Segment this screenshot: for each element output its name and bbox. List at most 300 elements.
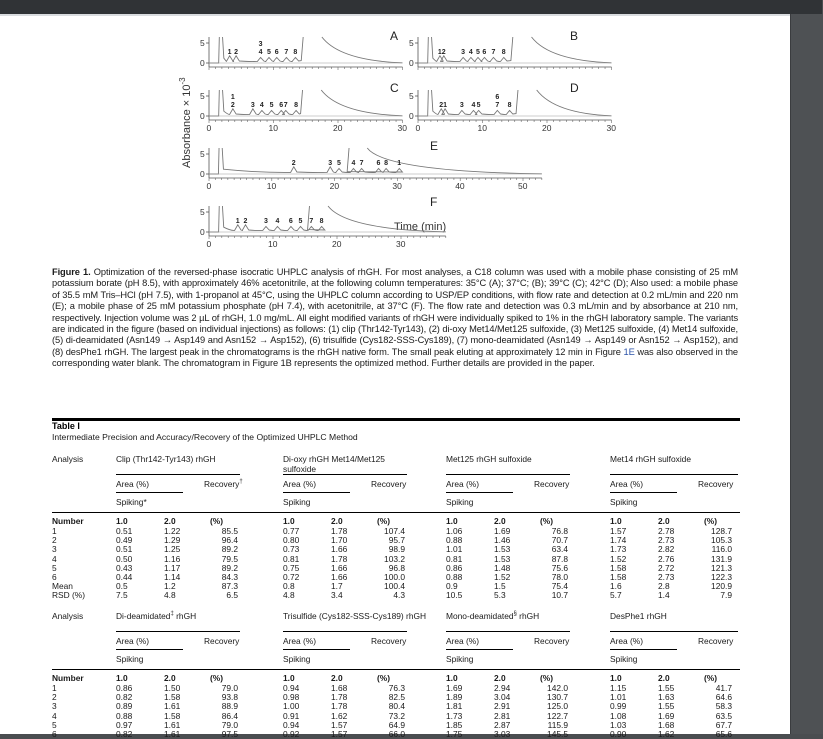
x-tick-label: 10 — [477, 123, 487, 133]
y-axis-label: Absorbance × $10^{-3}$ — [178, 77, 193, 168]
panel-letter: A — [390, 29, 399, 43]
area-rule — [283, 649, 350, 650]
peak-label: 1 — [397, 159, 402, 167]
cell-area-2: 1.55 — [658, 701, 675, 712]
spiking-label: Spiking* — [116, 497, 147, 507]
x-tick-label: 0 — [206, 181, 212, 191]
peak-label: 6 — [482, 48, 487, 56]
cell-area-1: 1.73 — [446, 710, 463, 721]
cell-recovery: 7.9 — [720, 590, 732, 601]
cell-recovery: 115.9 — [547, 719, 568, 730]
peak-label: 4 — [275, 217, 280, 225]
cell-area-1: 0.82 — [116, 692, 133, 703]
cell-area-2: 2.81 — [494, 710, 511, 721]
peak-label: 4 — [259, 101, 264, 109]
cell-recovery: 58.3 — [715, 701, 732, 712]
area-label: Area (%) — [116, 479, 150, 489]
group-rule — [610, 474, 738, 475]
cell-area-1: 0.86 — [116, 683, 133, 693]
spiking-label: Spiking — [283, 497, 311, 507]
area-rule — [116, 649, 183, 650]
y-tick-label: 5 — [200, 38, 205, 48]
x-tick-label: 30 — [392, 181, 402, 191]
y-tick-label: 0 — [200, 58, 205, 68]
col-header-2: 2.0 — [331, 673, 343, 683]
cell-recovery: 66.0 — [388, 729, 405, 739]
cell-recovery: 65.6 — [715, 729, 732, 739]
chromatogram-trace — [209, 37, 403, 63]
area-label: Area (%) — [283, 636, 317, 646]
cell-area-2: 1.25 — [164, 544, 181, 555]
cell-recovery: 98.9 — [388, 544, 405, 555]
cell-recovery: 95.7 — [388, 535, 405, 546]
cell-area-1: 0.86 — [446, 562, 463, 573]
panel-a — [200, 29, 403, 70]
recovery-label: Recovery — [534, 479, 570, 489]
cell-area-2: 2.94 — [494, 683, 511, 693]
cell-area-1: 0.51 — [116, 526, 133, 536]
peak-label: 8 — [384, 159, 389, 167]
cell-area-1: 0.82 — [116, 729, 133, 739]
row-label: 6 — [52, 729, 57, 739]
cell-area-1: 4.8 — [283, 590, 295, 601]
col-header-1: 1.0 — [116, 516, 128, 526]
cell-area-2: 1.4 — [658, 590, 670, 601]
x-tick-label: 10 — [266, 181, 277, 191]
peak-label: 5 — [475, 48, 480, 56]
peak-label: 3 — [250, 101, 255, 109]
y-tick-label: 5 — [409, 91, 414, 101]
cell-area-1: 1.01 — [446, 544, 463, 555]
cell-area-2: 1.7 — [331, 581, 343, 592]
group-name: Di-oxy rhGH Met14/Met125 — [283, 454, 385, 464]
cell-area-2: 1.69 — [658, 710, 675, 721]
col-header-2: 2.0 — [494, 673, 506, 683]
cell-area-1: 0.98 — [283, 692, 300, 703]
chromatogram-trace — [209, 90, 403, 116]
header-rule — [52, 669, 740, 670]
cell-area-1: 1.15 — [610, 683, 627, 693]
col-header-1: 1.0 — [283, 516, 295, 526]
cell-area-1: 0.73 — [283, 544, 300, 555]
peak-label: 7 — [495, 101, 500, 109]
col-header-1: 1.0 — [610, 673, 622, 683]
cell-recovery: 130.7 — [547, 692, 568, 703]
cell-area-2: 1.57 — [331, 729, 348, 739]
peak-label: 5 — [269, 101, 274, 109]
row-label: 6 — [52, 572, 57, 582]
cell-area-2: 2.78 — [658, 526, 675, 536]
cell-area-1: 1.00 — [283, 701, 300, 712]
cell-area-2: 1.55 — [658, 683, 675, 693]
cell-area-2: 1.78 — [331, 692, 348, 703]
cell-area-2: 1.66 — [331, 544, 348, 555]
cell-recovery: 84.3 — [221, 572, 238, 582]
panel-letter: C — [390, 81, 399, 95]
cell-area-2: 1.5 — [494, 581, 506, 592]
cell-area-2: 1.61 — [164, 729, 181, 739]
cell-area-1: 0.80 — [283, 535, 300, 546]
analysis-label: Analysis — [52, 454, 84, 464]
cell-area-1: 0.94 — [283, 683, 300, 693]
cell-area-1: 0.88 — [446, 535, 463, 546]
cell-area-1: 1.6 — [610, 581, 622, 592]
area-label: Area (%) — [610, 479, 644, 489]
y-tick-label: 5 — [409, 38, 414, 48]
col-header-2: 2.0 — [331, 516, 343, 526]
area-rule — [283, 492, 350, 493]
cell-area-1: 7.5 — [116, 590, 128, 601]
cell-recovery: 87.3 — [221, 581, 238, 592]
cell-recovery: 79.5 — [221, 553, 238, 564]
cell-area-1: 0.8 — [283, 581, 295, 592]
recovery-label: Recovery — [371, 636, 407, 646]
cell-area-1: 0.43 — [116, 562, 133, 573]
cell-recovery: 10.7 — [551, 590, 568, 601]
cell-area-1: 0.94 — [283, 719, 300, 730]
peak-label: 2 — [230, 101, 235, 109]
cell-area-2: 1.61 — [164, 719, 181, 730]
y-tick-label: 0 — [200, 111, 205, 121]
cell-area-1: 0.9 — [446, 581, 458, 592]
panel-c — [200, 81, 407, 133]
table-title: Table I — [52, 421, 80, 431]
cell-recovery: 63.5 — [715, 710, 732, 721]
peak-label: 5 — [336, 159, 341, 167]
cell-recovery: 73.2 — [388, 710, 405, 721]
area-label: Area (%) — [446, 636, 480, 646]
panel-e — [200, 139, 542, 191]
cell-area-1: 0.44 — [116, 572, 133, 582]
cell-area-1: 0.97 — [116, 719, 133, 730]
cell-area-1: 1.89 — [446, 692, 463, 703]
y-tick-label: 0 — [409, 111, 414, 121]
peak-label: 1 — [437, 48, 442, 56]
cell-recovery: 80.4 — [388, 701, 405, 712]
panel-letter: F — [430, 195, 438, 209]
group-rule — [283, 631, 407, 632]
cell-area-2: 3.03 — [494, 729, 511, 739]
peak-label: 6 — [279, 101, 284, 109]
cell-recovery: 79.0 — [221, 683, 238, 693]
group-name: Clip (Thr142-Tyr143) rhGH — [116, 454, 216, 464]
cell-recovery: 100.4 — [384, 581, 405, 592]
spiking-label: Spiking — [446, 654, 474, 664]
panel-b — [409, 29, 612, 70]
cell-area-1: 0.72 — [283, 572, 300, 582]
cell-area-2: 4.8 — [164, 590, 176, 601]
cell-recovery: 63.4 — [551, 544, 568, 555]
col-header-pct: (%) — [210, 673, 224, 683]
area-rule — [116, 492, 183, 493]
cell-area-2: 1.2 — [164, 581, 176, 592]
cell-area-2: 1.50 — [164, 683, 181, 693]
group-name: DesPhe1 rhGH — [610, 611, 667, 621]
cell-area-1: 10.5 — [446, 590, 463, 601]
cell-recovery: 75.4 — [551, 581, 568, 592]
cell-area-2: 1.61 — [164, 701, 181, 712]
cell-area-1: 0.49 — [116, 535, 133, 546]
col-header-2: 2.0 — [164, 673, 176, 683]
col-header-pct: (%) — [704, 516, 718, 526]
peak-label: 6 — [376, 159, 381, 167]
header-rule — [52, 512, 740, 513]
group-rule — [283, 474, 407, 475]
cell-area-2: 3.04 — [494, 692, 511, 703]
peak-label: 2 — [439, 101, 444, 109]
y-tick-label: 5 — [200, 149, 205, 159]
cell-area-2: 1.46 — [494, 535, 511, 546]
cell-area-1: 0.91 — [283, 710, 300, 721]
cell-recovery: 79.0 — [221, 719, 238, 730]
spiking-label: Spiking — [446, 497, 474, 507]
peak-label: 8 — [293, 48, 298, 56]
col-header-pct: (%) — [377, 516, 391, 526]
recovery-label: Recovery — [698, 636, 734, 646]
cell-recovery: 75.6 — [551, 562, 568, 573]
peak-label: 6 — [274, 48, 279, 56]
x-tick-label: 20 — [542, 123, 552, 133]
peak-label: 8 — [319, 217, 324, 225]
cell-area-1: 1.58 — [610, 562, 627, 573]
cell-recovery: 64.9 — [388, 719, 405, 730]
cell-area-2: 1.58 — [164, 710, 181, 721]
group-name: Met14 rhGH sulfoxide — [610, 454, 691, 464]
area-rule — [446, 492, 513, 493]
group-name: Mono-deamidated§ rhGH — [446, 611, 540, 621]
cell-recovery: 105.3 — [711, 535, 732, 546]
col-header-1: 1.0 — [446, 516, 458, 526]
cell-area-1: 0.81 — [446, 553, 463, 564]
cell-recovery: 125.0 — [547, 701, 568, 712]
cell-area-2: 1.68 — [331, 683, 348, 693]
row-label: 5 — [52, 562, 57, 573]
peak-label: 5 — [266, 48, 271, 56]
number-label: Number — [52, 516, 84, 526]
cell-area-1: 1.69 — [446, 683, 463, 693]
col-header-1: 1.0 — [116, 673, 128, 683]
cell-recovery: 67.7 — [715, 719, 732, 730]
peak-label: 8 — [294, 101, 298, 109]
cell-area-1: 0.99 — [610, 701, 627, 712]
cell-area-2: 2.82 — [658, 544, 675, 555]
cell-area-1: 0.89 — [116, 701, 133, 712]
peak-label: 1 — [443, 101, 447, 109]
viewer-scrollbar[interactable] — [790, 14, 823, 734]
cell-area-1: 1.85 — [446, 719, 463, 730]
cell-area-2: 1.66 — [331, 562, 348, 573]
x-tick-label: 30 — [606, 123, 616, 133]
cell-area-2: 1.63 — [658, 692, 675, 703]
cell-area-2: 1.52 — [494, 572, 511, 582]
cell-recovery: 76.8 — [551, 526, 568, 536]
cell-area-2: 2.8 — [658, 581, 670, 592]
peak-label: 8 — [501, 48, 506, 56]
group-name: Di-deamidated‡ rhGH — [116, 611, 197, 621]
cell-recovery: 87.8 — [551, 553, 568, 564]
row-label: 3 — [52, 544, 57, 555]
x-tick-label: 20 — [332, 239, 342, 249]
cell-area-2: 2.73 — [658, 572, 675, 582]
col-header-2: 2.0 — [658, 673, 670, 683]
x-tick-label: 0 — [206, 239, 212, 249]
x-tick-label: 0 — [415, 123, 421, 133]
x-tick-label: 20 — [329, 181, 340, 191]
cell-area-1: 0.88 — [446, 572, 463, 582]
recovery-label: Recovery — [534, 636, 570, 646]
cell-recovery: 97.5 — [221, 729, 238, 739]
row-label: 1 — [52, 526, 57, 536]
cell-area-2: 1.48 — [494, 562, 511, 573]
cell-area-2: 1.53 — [494, 553, 511, 564]
peak-label: 7 — [491, 48, 496, 56]
row-label: 3 — [52, 701, 57, 712]
peak-label: 4 — [471, 101, 476, 109]
peak-label: 7 — [283, 101, 288, 109]
x-tick-label: 30 — [397, 123, 407, 133]
col-header-pct: (%) — [540, 673, 554, 683]
group-rule — [610, 631, 738, 632]
cell-recovery: 6.5 — [226, 590, 238, 601]
cell-area-2: 1.17 — [164, 562, 181, 573]
cell-recovery: 64.6 — [715, 692, 732, 703]
cell-recovery: 85.5 — [221, 526, 238, 536]
col-header-pct: (%) — [540, 516, 554, 526]
cell-recovery: 122.7 — [547, 710, 568, 721]
col-header-1: 1.0 — [283, 673, 295, 683]
area-label: Area (%) — [283, 479, 317, 489]
y-tick-label: 0 — [409, 58, 414, 68]
col-header-2: 2.0 — [494, 516, 506, 526]
figure-caption: Figure 1. Optimization of the reversed-phase isocratic UHPLC analysis of rhGH. For most analyses, a C18 column was used with a mobile phase consisting of 25 mM potassium borate (pH 8.5), with approximately 46% acetonitrile, at the following column temperatures: 35°C (A); 37°C; (B); 39°C (C); 42°C (D); Also used: a mobile phase of 35.5 mM Tris–HCl (pH 7.5), with 1-propanol at 45°C, using the UHPLC column according to USP/EP conditions, with flow rate and detection at 0.2 mL/min and 220 nm (E); a mobile phase of 25 mM potassium phosphate (pH 7.4), with acetonitrile, at 37°C (F). The flow rate and detection was 0.3 mL/min and by absorbance at 210 nm, respectively. Injection volume was 2 µL of rhGH, 1.0 mg/mL. All eight modified variants of rhGH were individually spiked to 1% in the rhGH laboratory sample. The variants are indicated in the figure (based on individual injections) as follows: (1) clip (Thr142-Tyr143), (2) di-oxy Met14/Met125 sulfoxide, (3) Met125 sulfoxide, (4) Met14 sulfoxide, (5) di-deamidated (Asn149 → Asp149 and Asn152 → Asp152), (6) trisulfide (Cys182-SSS-Cys189), (7) mono-deamidated (Asn149 → Asp149 or Asn152 → Asp152), and (8) desPhe1 rhGH. The largest peak in the chromatograms is the rhGH native form. The small peak eluting at approximately 12 min in Figure 1E was also observed in the corresponding water blank. The chromatogram in Figure 1B represents the optimized method. Further details are provided in the paper. — [52, 267, 738, 369]
cell-recovery: 122.3 — [711, 572, 732, 582]
cell-area-2: 1.57 — [331, 719, 348, 730]
cell-area-1: 1.75 — [446, 729, 463, 739]
cell-area-2: 1.14 — [164, 572, 181, 582]
cell-recovery: 88.9 — [221, 701, 238, 712]
area-label: Area (%) — [116, 636, 150, 646]
cell-recovery: 86.4 — [221, 710, 238, 721]
cell-area-1: 1.58 — [610, 572, 627, 582]
cell-area-2: 1.22 — [164, 526, 181, 536]
peak-label: 2 — [243, 217, 248, 225]
col-header-2: 2.0 — [658, 516, 670, 526]
cell-area-2: 1.78 — [331, 526, 348, 536]
recovery-label: Recovery — [698, 479, 734, 489]
recovery-label: Recovery — [204, 636, 240, 646]
row-label: 2 — [52, 535, 57, 546]
cell-area-2: 1.58 — [164, 692, 181, 703]
cell-recovery: 78.0 — [551, 572, 568, 582]
col-header-pct: (%) — [377, 673, 391, 683]
row-label: 2 — [52, 692, 57, 703]
cell-area-1: 0.92 — [283, 729, 300, 739]
cell-area-1: 1.57 — [610, 526, 627, 536]
cell-recovery: 70.7 — [551, 535, 568, 546]
panel-d — [409, 81, 616, 133]
peak-label: 6 — [495, 93, 500, 101]
number-label: Number — [52, 673, 84, 683]
cell-area-1: 1.81 — [446, 701, 463, 712]
table-subtitle: Intermediate Precision and Accuracy/Recovery of the Optimized UHPLC Method — [52, 432, 358, 442]
spiking-label: Spiking — [116, 654, 144, 664]
cell-area-2: 1.16 — [164, 553, 181, 564]
col-header-2: 2.0 — [164, 516, 176, 526]
cell-recovery: 142.0 — [547, 683, 568, 693]
cell-area-1: 1.06 — [446, 526, 463, 536]
col-header-1: 1.0 — [446, 673, 458, 683]
panel-letter: E — [430, 139, 439, 153]
x-tick-label: 40 — [455, 181, 465, 191]
area-label: Area (%) — [610, 636, 644, 646]
row-label: 5 — [52, 719, 57, 730]
row-label: 4 — [52, 553, 57, 564]
cell-area-1: 0.81 — [283, 553, 300, 564]
cell-recovery: 131.9 — [711, 553, 732, 564]
spiking-label: Spiking — [610, 497, 638, 507]
table-top-rule — [52, 418, 740, 421]
y-tick-label: 0 — [200, 169, 205, 179]
cell-area-2: 2.73 — [658, 535, 675, 546]
peak-label: 2 — [234, 48, 238, 56]
group-name: Met125 rhGH sulfoxide — [446, 454, 532, 464]
col-header-1: 1.0 — [610, 516, 622, 526]
cell-area-2: 1.62 — [658, 729, 675, 739]
col-header-pct: (%) — [210, 516, 224, 526]
figure-link-1e[interactable]: 1E — [623, 346, 635, 357]
cell-area-1: 1.01 — [610, 692, 627, 703]
panel-letter: D — [570, 81, 579, 95]
cell-area-1: 0.50 — [116, 553, 133, 564]
cell-recovery: 96.8 — [388, 562, 405, 573]
cell-recovery: 116.0 — [711, 544, 732, 555]
recovery-label: Recovery — [371, 479, 407, 489]
x-tick-label: 10 — [268, 123, 278, 133]
cell-recovery: 89.2 — [221, 544, 238, 555]
x-tick-label: 10 — [268, 239, 278, 249]
cell-area-1: 1.52 — [610, 553, 627, 564]
peak-label: 3 — [328, 159, 333, 167]
area-rule — [446, 649, 513, 650]
area-rule — [610, 649, 677, 650]
cell-area-2: 2.87 — [494, 719, 511, 730]
cell-recovery: 121.3 — [711, 562, 732, 573]
cell-area-2: 1.66 — [331, 572, 348, 582]
cell-area-2: 2.72 — [658, 562, 675, 573]
cell-recovery: 100.0 — [384, 572, 405, 582]
group-rule — [116, 631, 240, 632]
cell-area-1: 0.5 — [116, 581, 128, 592]
cell-recovery: 4.3 — [393, 590, 405, 601]
cell-recovery: 103.2 — [384, 553, 405, 564]
peak-label: 4 — [351, 159, 356, 167]
cell-area-2: 1.78 — [331, 553, 348, 564]
spiking-label: Spiking — [283, 654, 311, 664]
x-tick-label: 50 — [518, 181, 528, 191]
group-rule — [446, 631, 570, 632]
x-tick-label: 20 — [333, 123, 343, 133]
cell-recovery: 128.7 — [711, 526, 732, 536]
cell-area-1: 1.08 — [610, 710, 627, 721]
y-tick-label: 5 — [200, 91, 205, 101]
peak-label: 3 — [263, 217, 268, 225]
cell-recovery: 145.5 — [547, 729, 568, 739]
peak-label: 4 — [258, 48, 263, 56]
group-name: Trisulfide (Cys182-SSS-Cys189) rhGH — [283, 611, 427, 621]
cell-area-1: 1.03 — [610, 719, 627, 730]
peak-label: 1 — [235, 217, 240, 225]
cell-area-2: 1.68 — [658, 719, 675, 730]
